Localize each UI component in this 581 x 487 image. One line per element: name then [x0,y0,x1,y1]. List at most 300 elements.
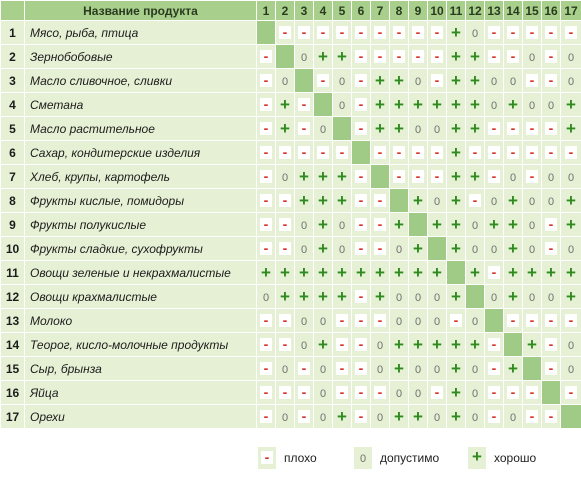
compat-cell [390,117,409,141]
compat-cell [333,21,352,45]
compat-symbol: + [299,287,309,306]
compat-cell [542,141,561,165]
header-col-10: 10 [428,1,447,21]
product-name: Овощи зеленые и некрахмалистые [25,261,257,285]
compat-cell [466,405,485,429]
compat-symbol: 0 [319,387,327,400]
compat-cell [295,45,314,69]
compat-symbol: - [355,362,367,375]
compat-symbol: + [451,287,461,306]
table-row [1,117,581,141]
compat-symbol: - [545,314,557,327]
compat-cell [390,285,409,309]
compat-cell [485,141,504,165]
compat-cell [409,261,428,285]
compat-symbol: + [508,263,518,282]
compat-cell [409,21,428,45]
compat-symbol: + [508,215,518,234]
compat-symbol: + [337,167,347,186]
compat-symbol: + [413,191,423,210]
compat-cell [504,93,523,117]
compat-cell [371,357,390,381]
compat-symbol: - [412,146,424,159]
compat-symbol: - [374,194,386,207]
compat-cell [390,357,409,381]
compat-symbol: + [337,47,347,66]
compat-symbol: - [488,266,500,279]
compat-symbol: + [394,263,404,282]
compat-symbol: 0 [300,243,308,256]
header-name: Название продукта [25,1,257,21]
diagonal-cell [485,309,504,333]
compat-cell [371,237,390,261]
compat-cell [466,93,485,117]
compat-symbol: 0 [528,195,536,208]
compat-cell [333,237,352,261]
compat-cell [295,141,314,165]
compat-cell [428,261,447,285]
compat-symbol: + [508,239,518,258]
compat-cell [447,357,466,381]
compat-cell [428,285,447,309]
compat-cell [428,405,447,429]
compat-symbol: - [298,98,310,111]
compat-symbol: 0 [509,75,517,88]
compat-cell [466,21,485,45]
compat-symbol: 0 [395,315,403,328]
compat-symbol: 0 [471,363,479,376]
compat-cell [295,237,314,261]
compat-cell [409,117,428,141]
compat-symbol: 0 [414,387,422,400]
compat-symbol: - [507,122,519,135]
compat-symbol: - [526,386,538,399]
compat-cell [257,45,276,69]
compat-cell [466,141,485,165]
compat-cell [295,117,314,141]
compat-cell [561,45,581,69]
compat-symbol: + [394,119,404,138]
compat-symbol: + [470,335,480,354]
compat-cell [257,381,276,405]
legend-item [468,447,536,469]
compat-symbol: - [336,386,348,399]
compat-symbol: 0 [471,411,479,424]
row-number: 1 [1,21,25,45]
diagonal-cell [352,141,371,165]
compat-symbol: + [394,215,404,234]
compat-symbol: + [375,263,385,282]
compat-symbol: - [279,386,291,399]
compat-cell [542,333,561,357]
header-col-2: 2 [276,1,295,21]
compat-cell [295,309,314,333]
compat-cell [295,93,314,117]
compat-symbol: 0 [471,219,479,232]
compat-symbol: - [431,170,443,183]
compat-symbol: 0 [528,243,536,256]
compat-cell [466,189,485,213]
compat-cell [504,117,523,141]
compat-cell [542,21,561,45]
compat-symbol: 0 [300,51,308,64]
compat-cell [352,309,371,333]
compat-symbol: + [566,263,576,282]
compat-cell [428,357,447,381]
compat-cell [485,237,504,261]
compat-cell [390,261,409,285]
compat-symbol: 0 [338,243,346,256]
compat-symbol: + [318,191,328,210]
compat-cell [542,237,561,261]
compat-cell [409,285,428,309]
compat-cell [276,93,295,117]
compat-symbol: 0 [300,219,308,232]
row-number: 3 [1,69,25,93]
compat-cell [295,21,314,45]
product-name: Зернобобовые [25,45,257,69]
compat-cell [542,285,561,309]
table-row [1,21,581,45]
compat-symbol: 0 [567,75,575,88]
compat-symbol: - [488,170,500,183]
compat-symbol: - [526,74,538,87]
compat-symbol: - [526,314,538,327]
compat-symbol: - [260,242,272,255]
compat-symbol: + [280,287,290,306]
table-row [1,381,581,405]
header-col-13: 13 [485,1,504,21]
compat-symbol: - [374,50,386,63]
compat-cell [257,333,276,357]
product-name: Яйца [25,381,257,405]
compat-symbol: 0 [262,291,270,304]
compat-cell [352,93,371,117]
compat-symbol: + [394,71,404,90]
compat-symbol: - [374,26,386,39]
compat-cell [276,309,295,333]
compat-symbol: - [507,314,519,327]
compat-symbol: + [470,167,480,186]
diagonal-cell [390,189,409,213]
compat-cell [561,285,581,309]
compat-cell [466,117,485,141]
compat-symbol: + [489,215,499,234]
product-name: Теорог, кисло-молочные продукты [25,333,257,357]
compat-cell [276,189,295,213]
compat-cell [428,165,447,189]
compat-cell [523,285,542,309]
compat-cell [561,189,581,213]
compat-symbol: + [318,47,328,66]
compat-cell [333,69,352,93]
compat-cell [333,333,352,357]
compat-symbol: + [527,335,537,354]
compat-symbol: 0 [414,363,422,376]
compat-symbol: 0 [490,99,498,112]
compat-symbol: - [545,338,557,351]
compat-cell [504,405,523,429]
compat-symbol: - [355,194,367,207]
compat-cell [352,333,371,357]
header-row [1,1,581,21]
compat-symbol: + [337,263,347,282]
compat-symbol: + [356,263,366,282]
product-name: Фрукты сладкие, сухофрукты [25,237,257,261]
compat-cell [485,69,504,93]
row-number: 15 [1,357,25,381]
compat-symbol: - [260,362,272,375]
compat-symbol: - [545,362,557,375]
compat-cell [466,45,485,69]
table-row [1,333,581,357]
compat-symbol: 0 [433,363,441,376]
compat-symbol: 0 [281,171,289,184]
compat-cell [276,141,295,165]
compat-cell [314,285,333,309]
compat-cell [504,309,523,333]
row-number: 10 [1,237,25,261]
compat-cell [409,93,428,117]
compat-cell [428,21,447,45]
legend-symbol: + [472,447,482,466]
compat-symbol: - [279,194,291,207]
row-number: 12 [1,285,25,309]
compat-cell [295,261,314,285]
diagonal-cell [257,21,276,45]
compat-symbol: - [526,122,538,135]
product-name: Масло сливочное, сливки [25,69,257,93]
compat-cell [485,333,504,357]
compat-cell [466,165,485,189]
compat-cell [371,381,390,405]
compat-cell [409,165,428,189]
compat-cell [523,213,542,237]
compat-symbol: + [299,263,309,282]
compat-cell [314,213,333,237]
compat-cell [276,285,295,309]
compat-cell [447,237,466,261]
compat-symbol: + [375,119,385,138]
compat-cell [314,309,333,333]
row-number: 4 [1,93,25,117]
compat-cell [523,237,542,261]
legend-label: плохо [284,451,317,465]
compat-symbol: - [526,410,538,423]
compat-cell [333,189,352,213]
compat-symbol: + [375,287,385,306]
table-row [1,309,581,333]
compat-cell [276,21,295,45]
compat-cell [485,213,504,237]
compat-cell [542,69,561,93]
compat-cell [409,69,428,93]
compat-symbol: - [260,98,272,111]
compat-cell [257,165,276,189]
compat-cell [504,45,523,69]
compat-cell [485,165,504,189]
compat-cell [352,237,371,261]
compat-cell [314,381,333,405]
compat-cell [542,261,561,285]
compat-symbol: 0 [319,411,327,424]
header-col-7: 7 [371,1,390,21]
compat-symbol: - [488,26,500,39]
compat-symbol: - [507,50,519,63]
compat-symbol: - [488,50,500,63]
compat-cell [523,165,542,189]
compat-cell [561,261,581,285]
compat-cell [561,237,581,261]
compat-cell [390,213,409,237]
compat-symbol: + [394,407,404,426]
compat-symbol: - [526,170,538,183]
compat-symbol: - [431,26,443,39]
compat-symbol: - [393,146,405,159]
table-row [1,69,581,93]
compat-symbol: - [565,146,577,159]
compat-symbol: - [298,26,310,39]
compat-cell [447,213,466,237]
compat-cell [447,69,466,93]
legend-symbol: 0 [359,453,367,465]
compat-cell [504,357,523,381]
compat-symbol: - [260,50,272,63]
legend-label: допустимо [380,451,440,465]
compat-symbol: 0 [547,171,555,184]
compat-cell [257,405,276,429]
compat-cell [561,93,581,117]
compat-symbol: - [507,146,519,159]
compat-symbol: - [488,362,500,375]
compat-cell [409,141,428,165]
compat-cell [257,357,276,381]
compat-symbol: - [488,122,500,135]
compat-symbol: + [566,191,576,210]
compat-cell [333,165,352,189]
compat-cell [447,45,466,69]
compat-symbol: 0 [547,291,555,304]
compat-symbol: + [508,359,518,378]
compat-cell [447,285,466,309]
compat-symbol: - [374,146,386,159]
compat-cell [504,381,523,405]
compat-cell [371,189,390,213]
compat-symbol: - [450,314,462,327]
compat-cell [428,69,447,93]
compat-symbol: 0 [281,411,289,424]
row-number: 7 [1,165,25,189]
compat-cell [485,261,504,285]
compat-symbol: - [469,146,481,159]
compat-symbol: + [394,359,404,378]
compat-cell [295,285,314,309]
compat-cell [257,285,276,309]
compat-symbol: - [260,218,272,231]
compat-symbol: + [432,95,442,114]
table-row [1,45,581,69]
compat-cell [523,405,542,429]
compat-symbol: 0 [376,411,384,424]
compat-cell [333,93,352,117]
compat-symbol: - [336,338,348,351]
compat-cell [314,141,333,165]
compat-symbol: - [279,242,291,255]
product-name: Молоко [25,309,257,333]
compat-cell [352,189,371,213]
compat-cell [352,285,371,309]
compat-cell [257,117,276,141]
compat-symbol: + [375,71,385,90]
compat-cell [523,117,542,141]
compat-cell [257,237,276,261]
compat-symbol: - [260,410,272,423]
compat-cell [314,117,333,141]
compat-symbol: - [355,410,367,423]
header-col-8: 8 [390,1,409,21]
compat-cell [276,405,295,429]
compat-symbol: - [374,218,386,231]
compat-cell [314,261,333,285]
compat-symbol: + [413,407,423,426]
compat-cell [485,21,504,45]
header-col-9: 9 [409,1,428,21]
compat-symbol: 0 [490,195,498,208]
compat-symbol: - [355,242,367,255]
product-name: Масло растительное [25,117,257,141]
table-row [1,213,581,237]
compat-symbol: - [317,26,329,39]
compat-cell [314,237,333,261]
compat-cell [409,405,428,429]
compat-symbol: + [280,119,290,138]
compat-symbol: + [451,47,461,66]
row-number: 5 [1,117,25,141]
compat-cell [276,213,295,237]
compat-cell [333,381,352,405]
compat-cell [371,141,390,165]
compat-symbol: 0 [319,123,327,136]
compat-cell [485,189,504,213]
compat-symbol: - [355,338,367,351]
compat-cell [447,141,466,165]
compat-cell [371,261,390,285]
compat-symbol: + [318,263,328,282]
compat-cell [352,117,371,141]
compat-cell [295,357,314,381]
compat-cell [466,69,485,93]
compat-symbol: 0 [433,195,441,208]
compat-cell [523,21,542,45]
compat-symbol: + [280,263,290,282]
product-name: Сахар, кондитерские изделия [25,141,257,165]
compat-cell [257,69,276,93]
table-row [1,405,581,429]
compat-symbol: - [355,170,367,183]
compat-symbol: - [565,314,577,327]
compat-cell [371,69,390,93]
compat-cell [276,357,295,381]
compat-cell [314,189,333,213]
compat-symbol: - [336,146,348,159]
compat-cell [523,189,542,213]
compat-cell [428,213,447,237]
compat-cell [314,45,333,69]
compat-symbol: + [451,143,461,162]
compat-cell [390,309,409,333]
table-row [1,237,581,261]
compat-cell [257,309,276,333]
